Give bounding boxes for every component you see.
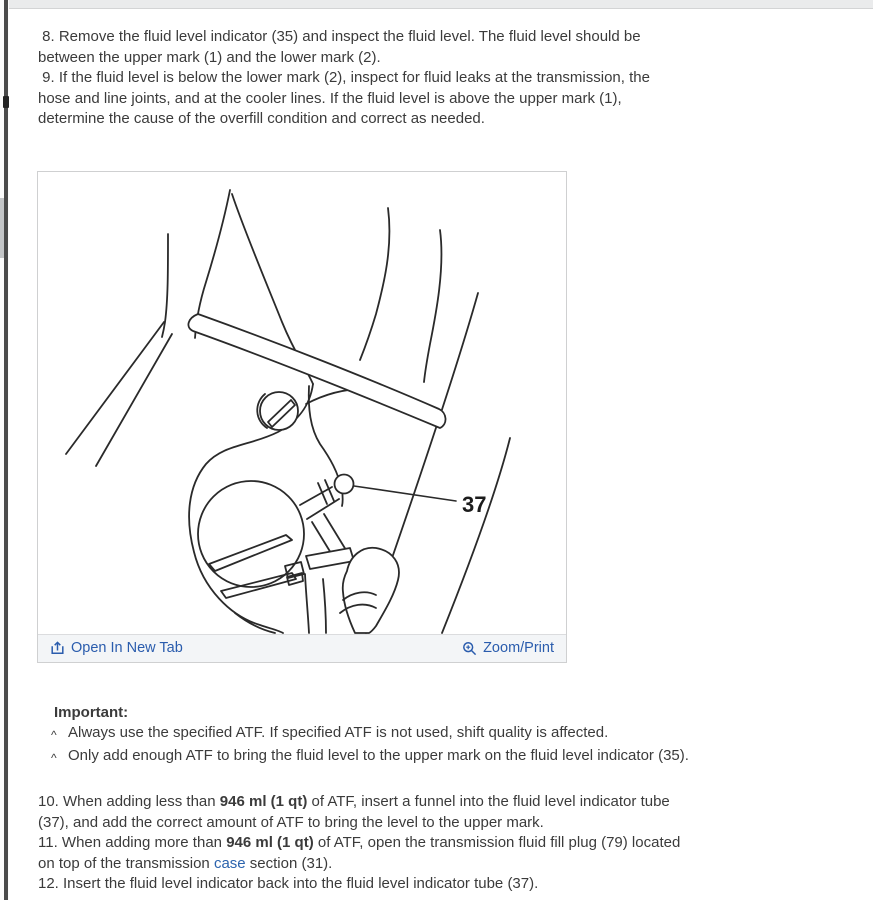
diagram-canvas <box>38 172 566 634</box>
part-label: 37 <box>462 491 487 517</box>
hose-stub <box>343 547 399 632</box>
step-11-mid: of ATF, open the transmission fluid fill plug (79) located on top of the transmission <box>38 834 685 872</box>
zoom-print-label: Zoom/Print <box>483 639 554 656</box>
zoom-print-link[interactable] <box>462 638 554 659</box>
magnifier-plus-icon <box>462 641 477 656</box>
article-content <box>38 27 689 895</box>
step-10-text <box>38 792 686 833</box>
lower-line <box>323 579 326 633</box>
panel-divider <box>4 0 8 900</box>
clamp-bracket <box>306 548 354 569</box>
step-11-lead: 11. When adding more than <box>38 834 227 851</box>
toolbar-edge <box>9 0 873 9</box>
lower-line <box>305 574 309 633</box>
important-bullet <box>51 746 689 769</box>
cap-circle <box>198 481 304 587</box>
vertical-rib-line <box>360 208 389 360</box>
caret-bullet-icon: ^ <box>51 750 57 765</box>
diagram-figure <box>37 171 567 663</box>
important-note <box>38 703 689 769</box>
quantity-bold: 946 ml (1 qt) <box>226 834 314 851</box>
left-panel-rail <box>0 0 9 900</box>
diagram-footer <box>38 634 566 662</box>
hose-tube <box>188 314 445 428</box>
fitting-ball-end <box>335 474 354 493</box>
step-10-lead: 10. When adding less than <box>38 793 220 810</box>
transmission-line-art <box>38 172 566 634</box>
vertical-rib-line <box>424 230 441 382</box>
step-8-text: 8. Remove the fluid level indicator (35) and inspect the fluid level. The fluid level should be between the upper mark (1) and the lower mark (2). <box>38 28 645 66</box>
leader-line <box>354 486 456 501</box>
important-bullet-text: Only add enough ATF to bring the fluid level to the upper mark on the fluid level indicator (35). <box>68 746 689 764</box>
step-12-text: 12. Insert the fluid level indicator back into the fluid level indicator tube (37). <box>38 875 539 892</box>
open-in-new-tab-icon <box>50 641 65 656</box>
left-diagonal <box>96 334 172 466</box>
caret-bullet-icon: ^ <box>51 728 57 742</box>
step-9-text: 9. If the fluid level is below the lower mark (2), inspect for fluid leaks at the transmission, the hose and line joints, and at the cooler lines. If the fluid level is above the upper mark (1), determine the cause of the overfill condition and correct as needed. <box>38 69 655 127</box>
bottom-steps <box>38 792 686 895</box>
fitting-arm <box>307 499 339 519</box>
panel-collapse-handle[interactable] <box>3 96 9 108</box>
important-bullet <box>51 723 686 746</box>
left-scrollbar-thumb[interactable] <box>0 198 4 258</box>
left-rib-line <box>162 234 168 337</box>
fitting-body <box>324 514 346 550</box>
step-11-text <box>38 833 686 874</box>
open-in-new-tab-label: Open In New Tab <box>71 639 183 656</box>
open-in-new-tab-link[interactable] <box>50 638 183 659</box>
right-pipe-edge <box>442 438 510 633</box>
case-link[interactable]: case <box>213 854 246 872</box>
step-10-rest: of ATF, insert a funnel into the fluid level indicator tube (37), and add the correct amount of ATF to bring the level to the upper mark. <box>38 793 674 831</box>
quantity-bold: 946 ml (1 qt) <box>219 793 308 810</box>
step-11-rest: section (31). <box>245 854 333 872</box>
important-title: Important: <box>54 703 129 721</box>
important-bullet-text: Always use the specified ATF. If specified ATF is not used, shift quality is affected. <box>68 724 609 741</box>
